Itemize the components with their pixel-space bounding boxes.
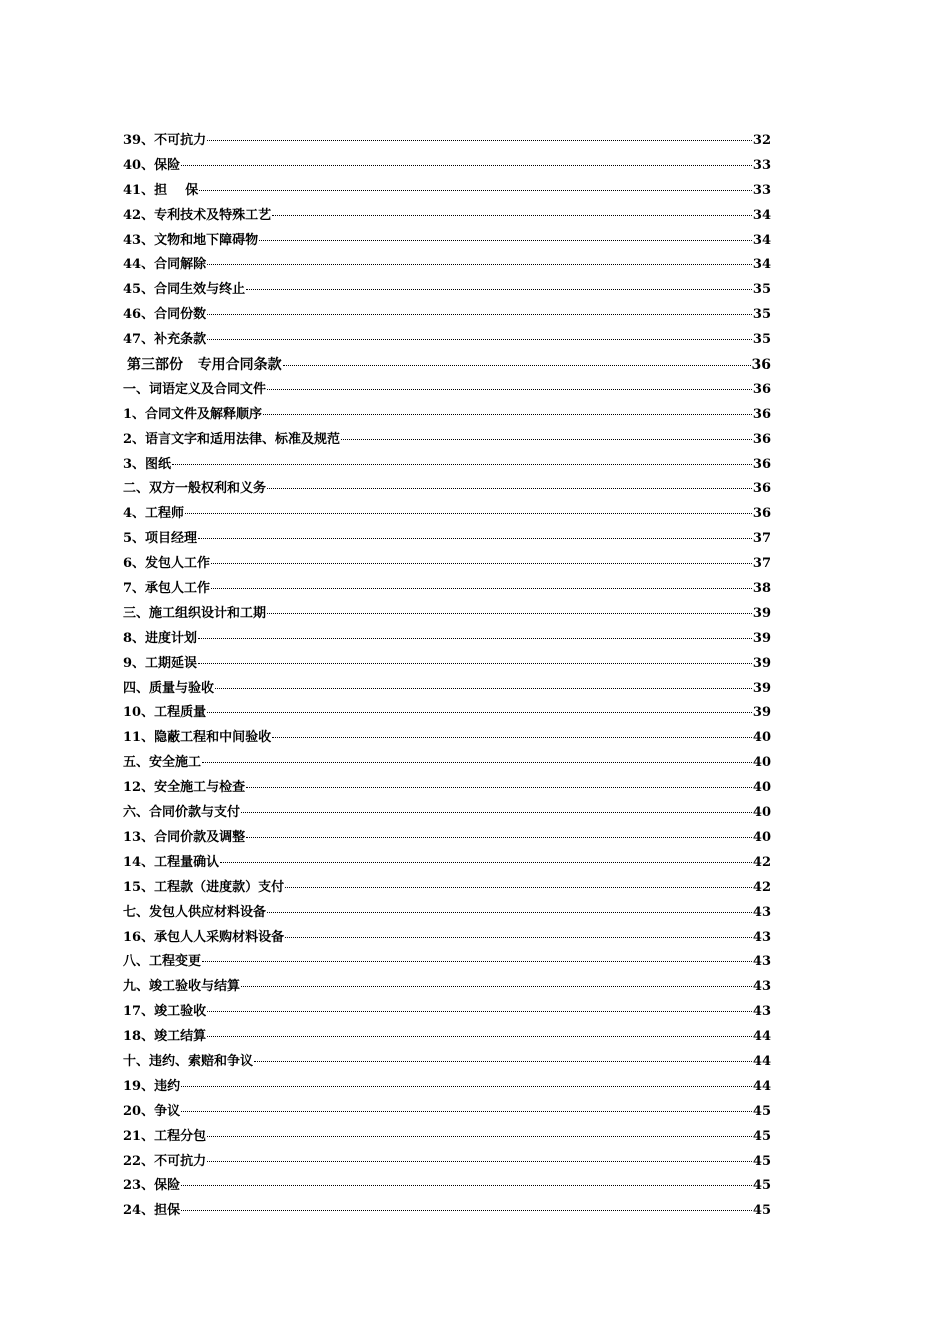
toc-entry-page-number: 44 xyxy=(752,1078,771,1094)
toc-entry[interactable] xyxy=(123,652,771,677)
toc-dot-leader xyxy=(220,862,752,863)
toc-entry-label: 八、工程变更 xyxy=(123,954,202,970)
toc-entry[interactable] xyxy=(123,1150,771,1175)
toc-entry-label: 47、补充条款 xyxy=(123,332,207,348)
toc-entry[interactable] xyxy=(123,776,771,801)
toc-dot-leader xyxy=(207,1136,752,1137)
toc-entry[interactable] xyxy=(123,801,771,826)
toc-entry-page-number: 43 xyxy=(752,1004,771,1020)
toc-entry[interactable] xyxy=(123,403,771,428)
toc-dot-leader xyxy=(246,837,752,838)
toc-entry-label: 44、合同解除 xyxy=(123,257,207,273)
toc-dot-leader xyxy=(259,240,752,241)
toc-dot-leader xyxy=(246,787,752,788)
toc-dot-leader xyxy=(267,389,752,390)
toc-entry-page-number: 36 xyxy=(752,381,771,397)
toc-entry-label: 18、竣工结算 xyxy=(123,1029,207,1045)
toc-entry[interactable] xyxy=(123,1199,771,1224)
toc-entry-label: 五、安全施工 xyxy=(123,755,202,771)
toc-entry-label: 43、文物和地下障碍物 xyxy=(123,232,259,248)
toc-dot-leader xyxy=(181,1210,752,1211)
toc-entry[interactable] xyxy=(123,1125,771,1150)
toc-entry-page-number: 36 xyxy=(752,506,771,522)
toc-entry[interactable] xyxy=(123,303,771,328)
toc-entry[interactable] xyxy=(123,876,771,901)
toc-dot-leader xyxy=(267,613,752,614)
toc-entry-page-number: 35 xyxy=(752,282,771,298)
toc-entry[interactable] xyxy=(123,577,771,602)
toc-entry-page-number: 39 xyxy=(752,630,771,646)
toc-entry[interactable] xyxy=(123,179,771,204)
toc-entry-label: 9、工期延误 xyxy=(123,655,198,671)
toc-entry-label: 21、工程分包 xyxy=(123,1128,207,1144)
toc-entry-label: 1、合同文件及解释顺序 xyxy=(123,406,263,422)
toc-dot-leader xyxy=(283,365,751,366)
toc-entry[interactable] xyxy=(123,851,771,876)
toc-dot-leader xyxy=(207,712,752,713)
toc-entry[interactable] xyxy=(123,602,771,627)
toc-entry-label: 第三部份 专用合同条款 xyxy=(127,357,282,374)
toc-entry[interactable] xyxy=(123,129,771,154)
toc-entry-label: 10、工程质量 xyxy=(123,705,207,721)
toc-entry-label: 14、工程量确认 xyxy=(123,854,220,870)
toc-dot-leader xyxy=(272,215,752,216)
toc-entry-page-number: 40 xyxy=(752,805,771,821)
toc-dot-leader xyxy=(285,937,752,938)
toc-entry-page-number: 45 xyxy=(752,1178,771,1194)
toc-dot-leader xyxy=(202,762,752,763)
toc-entry-page-number: 40 xyxy=(752,829,771,845)
toc-entry-label: 十、违约、索赔和争议 xyxy=(123,1053,254,1069)
toc-entry-label: 3、图纸 xyxy=(123,456,172,472)
toc-dot-leader xyxy=(207,140,752,141)
toc-entry-label: 8、进度计划 xyxy=(123,630,198,646)
toc-entry-page-number: 36 xyxy=(752,456,771,472)
toc-entry[interactable] xyxy=(123,378,771,403)
toc-dot-leader xyxy=(241,986,752,987)
toc-entry-label: 七、发包人供应材料设备 xyxy=(123,904,267,920)
toc-dot-leader xyxy=(267,488,752,489)
toc-dot-leader xyxy=(207,1161,752,1162)
toc-entry[interactable] xyxy=(123,278,771,303)
toc-entry-label: 42、专利技术及特殊工艺 xyxy=(123,207,272,223)
toc-dot-leader xyxy=(181,165,752,166)
toc-entry-label: 45、合同生效与终止 xyxy=(123,282,246,298)
toc-dot-leader xyxy=(207,264,752,265)
toc-dot-leader xyxy=(263,414,752,415)
toc-dot-leader xyxy=(207,1011,752,1012)
toc-entry[interactable] xyxy=(123,502,771,527)
toc-entry-page-number: 43 xyxy=(752,979,771,995)
toc-entry[interactable] xyxy=(123,926,771,951)
toc-entry-label: 20、争议 xyxy=(123,1103,181,1119)
toc-entry-page-number: 34 xyxy=(752,207,771,223)
toc-entry[interactable] xyxy=(123,950,771,975)
toc-dot-leader xyxy=(285,887,752,888)
toc-entry[interactable] xyxy=(123,229,771,254)
toc-dot-leader xyxy=(215,688,752,689)
toc-entry-page-number: 42 xyxy=(752,854,771,870)
toc-entry[interactable] xyxy=(123,1000,771,1025)
toc-entry-label: 17、竣工验收 xyxy=(123,1004,207,1020)
toc-section-heading[interactable] xyxy=(123,353,771,378)
toc-entry-label: 一、词语定义及合同文件 xyxy=(123,381,267,397)
toc-entry-page-number: 35 xyxy=(752,307,771,323)
toc-dot-leader xyxy=(199,190,752,191)
toc-entry-page-number: 40 xyxy=(752,755,771,771)
toc-entry-label: 7、承包人工作 xyxy=(123,581,211,597)
toc-dot-leader xyxy=(181,1086,752,1087)
toc-entry-page-number: 43 xyxy=(752,904,771,920)
toc-entry-label: 2、语言文字和适用法律、标准及规范 xyxy=(123,431,341,447)
toc-entry[interactable] xyxy=(123,751,771,776)
toc-entry[interactable] xyxy=(123,677,771,702)
toc-entry[interactable] xyxy=(123,1050,771,1075)
toc-dot-leader xyxy=(198,663,752,664)
toc-entry-page-number: 39 xyxy=(752,655,771,671)
toc-dot-leader xyxy=(198,638,752,639)
toc-entry-label: 46、合同份数 xyxy=(123,307,207,323)
toc-dot-leader xyxy=(172,464,752,465)
toc-dot-leader xyxy=(246,289,752,290)
toc-entry-page-number: 40 xyxy=(752,730,771,746)
toc-dot-leader xyxy=(341,439,752,440)
toc-dot-leader xyxy=(267,912,752,913)
toc-entry-page-number: 36 xyxy=(752,406,771,422)
toc-entry-page-number: 36 xyxy=(752,431,771,447)
toc-dot-leader xyxy=(207,314,752,315)
toc-entry-page-number: 45 xyxy=(752,1203,771,1219)
toc-entry[interactable] xyxy=(123,627,771,652)
toc-entry-label: 6、发包人工作 xyxy=(123,556,211,572)
toc-entry-page-number: 34 xyxy=(752,232,771,248)
toc-entry-label: 39、不可抗力 xyxy=(123,133,207,148)
toc-entry-page-number: 34 xyxy=(752,257,771,273)
toc-entry-label: 23、保险 xyxy=(123,1178,181,1194)
toc-dot-leader xyxy=(207,339,752,340)
toc-entry[interactable] xyxy=(123,975,771,1000)
toc-dot-leader xyxy=(241,812,752,813)
toc-entry-page-number: 44 xyxy=(752,1029,771,1045)
toc-entry-label: 40、保险 xyxy=(123,157,181,173)
toc-dot-leader xyxy=(181,1111,752,1112)
toc-dot-leader xyxy=(211,563,752,564)
toc-entry-page-number: 44 xyxy=(752,1053,771,1069)
toc-entry-page-number: 45 xyxy=(752,1153,771,1169)
toc-entry-label: 24、担保 xyxy=(123,1203,181,1219)
toc-entry[interactable] xyxy=(123,1174,771,1199)
toc-entry[interactable] xyxy=(123,726,771,751)
toc-entry-page-number: 38 xyxy=(752,581,771,597)
toc-entry[interactable] xyxy=(123,428,771,453)
toc-entry[interactable] xyxy=(123,901,771,926)
toc-entry-page-number: 45 xyxy=(752,1128,771,1144)
toc-dot-leader xyxy=(211,588,752,589)
toc-entry-page-number: 39 xyxy=(752,605,771,621)
toc-entry-label: 4、工程师 xyxy=(123,506,185,522)
toc-entry[interactable] xyxy=(123,453,771,478)
toc-entry-page-number: 37 xyxy=(752,531,771,547)
toc-entry[interactable] xyxy=(123,552,771,577)
toc-entry-page-number: 43 xyxy=(752,929,771,945)
toc-entry[interactable] xyxy=(123,527,771,552)
toc-entry-page-number: 33 xyxy=(752,182,771,198)
toc-entry[interactable] xyxy=(123,826,771,851)
toc-dot-leader xyxy=(202,961,752,962)
toc-entry-label: 11、隐蔽工程和中间验收 xyxy=(123,730,272,746)
toc-dot-leader xyxy=(207,1036,752,1037)
toc-entry-label: 19、违约 xyxy=(123,1078,181,1094)
toc-entry-page-number: 35 xyxy=(752,332,771,348)
toc-entry[interactable] xyxy=(123,701,771,726)
toc-entry-label: 六、合同价款与支付 xyxy=(123,805,241,821)
toc-entry-page-number: 42 xyxy=(752,879,771,895)
toc-entry-label: 22、不可抗力 xyxy=(123,1153,207,1169)
toc-entry-page-number: 40 xyxy=(752,780,771,796)
toc-entry-label: 15、工程款（进度款）支付 xyxy=(123,879,285,895)
toc-entry-page-number: 36 xyxy=(751,357,771,374)
toc-entry-page-number: 45 xyxy=(752,1103,771,1119)
toc-entry[interactable] xyxy=(123,477,771,502)
toc-entry-label: 三、施工组织设计和工期 xyxy=(123,605,267,621)
toc-entry-page-number: 39 xyxy=(752,705,771,721)
toc-entry[interactable] xyxy=(123,328,771,353)
toc-entry[interactable] xyxy=(123,204,771,229)
toc-dot-leader xyxy=(272,737,752,738)
toc-entry-label: 13、合同价款及调整 xyxy=(123,829,246,845)
toc-entry[interactable] xyxy=(123,1075,771,1100)
toc-dot-leader xyxy=(198,538,752,539)
toc-entry-label: 12、安全施工与检查 xyxy=(123,780,246,796)
toc-entry-label: 九、竣工验收与结算 xyxy=(123,979,241,995)
table-of-contents xyxy=(123,129,771,1224)
toc-entry-page-number: 43 xyxy=(752,954,771,970)
toc-entry-label: 四、质量与验收 xyxy=(123,680,215,696)
toc-entry[interactable] xyxy=(123,1025,771,1050)
toc-entry[interactable] xyxy=(123,253,771,278)
toc-entry-label: 二、双方一般权利和义务 xyxy=(123,481,267,497)
toc-entry-label: 5、项目经理 xyxy=(123,531,198,547)
toc-entry-label: 41、担 保 xyxy=(123,182,199,198)
toc-entry-page-number: 32 xyxy=(752,133,771,148)
toc-entry[interactable] xyxy=(123,154,771,179)
toc-entry-page-number: 37 xyxy=(752,556,771,572)
toc-entry[interactable] xyxy=(123,1100,771,1125)
toc-dot-leader xyxy=(185,513,752,514)
toc-dot-leader xyxy=(254,1061,752,1062)
toc-entry-page-number: 39 xyxy=(752,680,771,696)
toc-entry-label: 16、承包人人采购材料设备 xyxy=(123,929,285,945)
toc-dot-leader xyxy=(181,1185,752,1186)
toc-entry-page-number: 33 xyxy=(752,157,771,173)
toc-entry-page-number: 36 xyxy=(752,481,771,497)
